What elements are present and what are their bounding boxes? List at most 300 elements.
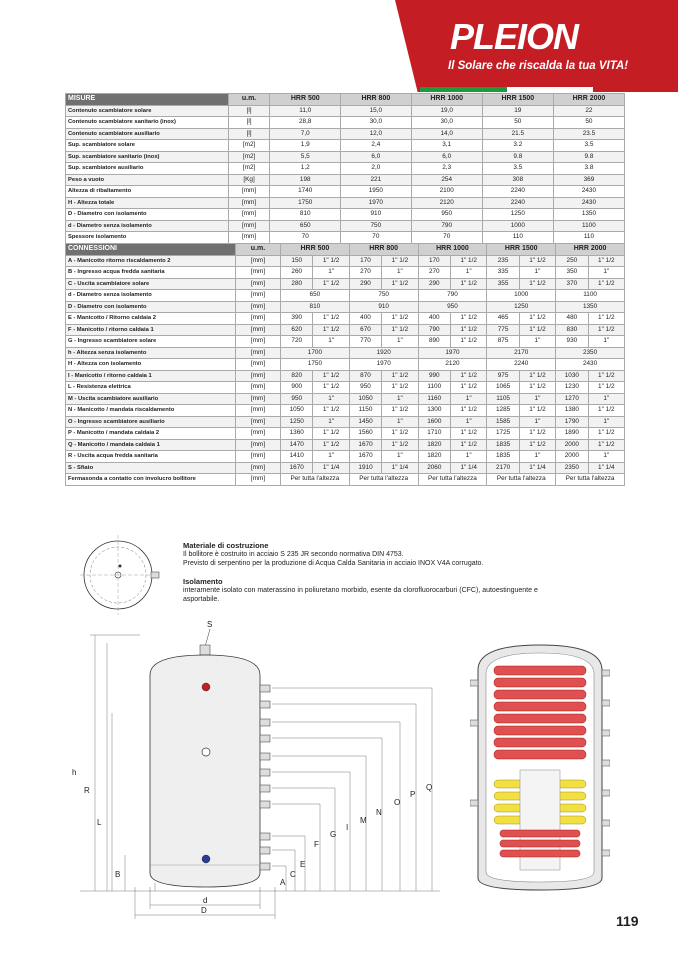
table-cell: 950: [281, 393, 313, 405]
table-cell: 2170: [487, 347, 556, 359]
table-cell: 1" 1/2: [588, 382, 624, 394]
table-cell: 14,0: [411, 128, 482, 140]
table-cell: 1" 1/4: [588, 462, 624, 474]
table-cell: 1": [382, 336, 418, 348]
table-cell: 3.5: [553, 140, 624, 152]
tank-cutaway-drawing: [470, 640, 610, 895]
table-cell: 1350: [553, 209, 624, 221]
table-row: [66, 474, 625, 486]
table-cell: 790: [418, 324, 450, 336]
table-cell: 1": [519, 416, 555, 428]
table-cell: 1" 1/2: [382, 278, 418, 290]
table-header-cell: HRR 1000: [418, 244, 487, 256]
label-O: O: [394, 798, 401, 807]
label-E: E: [300, 860, 306, 869]
table-cell: 1": [382, 267, 418, 279]
table-cell: 830: [556, 324, 588, 336]
label-B: B: [115, 870, 121, 879]
table-cell: 1" 1/2: [313, 382, 349, 394]
table-cell: 1" 1/2: [451, 405, 487, 417]
table-cell: 2,0: [341, 163, 412, 175]
table-cell: 290: [349, 278, 381, 290]
table-row: [66, 359, 625, 371]
materiale-title: Materiale di costruzione: [183, 541, 269, 550]
table-cell: 480: [556, 313, 588, 325]
table-cell: 1": [451, 393, 487, 405]
table-cell: 650: [281, 290, 350, 302]
table-cell: 900: [281, 382, 313, 394]
label-A: A: [280, 878, 286, 887]
table-cell: 2430: [553, 186, 624, 198]
table-cell: 19: [482, 105, 553, 117]
table-cell: Contenuto scambiatore solare: [66, 105, 229, 117]
table-cell: 1890: [556, 428, 588, 440]
table-cell: 950: [411, 209, 482, 221]
label-S: S: [207, 620, 213, 629]
isolamento-title: Isolamento: [183, 577, 223, 586]
table-cell: H - Altezza con isolamento: [66, 359, 236, 371]
table-cell: 2240: [482, 197, 553, 209]
table-cell: 1": [451, 267, 487, 279]
table-header-cell: HRR 2000: [556, 244, 625, 256]
table-cell: [mm]: [236, 324, 281, 336]
table-cell: [mm]: [236, 347, 281, 359]
table-cell: 1970: [418, 347, 487, 359]
table-cell: [l]: [228, 128, 270, 140]
table-cell: 1750: [281, 359, 350, 371]
table-row: [66, 163, 625, 175]
table-cell: d - Diametro senza isolamento: [66, 290, 236, 302]
table-cell: 1" 1/2: [451, 336, 487, 348]
table-cell: 770: [349, 336, 381, 348]
table-cell: 110: [553, 232, 624, 244]
table-cell: 1065: [487, 382, 519, 394]
table-cell: [mm]: [236, 382, 281, 394]
table-cell: [mm]: [236, 370, 281, 382]
table-row: [66, 255, 625, 267]
table-cell: 2120: [418, 359, 487, 371]
table-cell: 1670: [349, 439, 381, 451]
table-cell: 1" 1/4: [451, 462, 487, 474]
table-cell: 1" 1/2: [588, 255, 624, 267]
table-cell: 890: [418, 336, 450, 348]
table-cell: 1": [588, 336, 624, 348]
table-cell: 1835: [487, 439, 519, 451]
table-cell: 270: [349, 267, 381, 279]
table-cell: 1410: [281, 451, 313, 463]
table-cell: I - Manicotto / ritorno caldaia 1: [66, 370, 236, 382]
table-cell: 1": [588, 451, 624, 463]
table-cell: 280: [281, 278, 313, 290]
table-row: [66, 209, 625, 221]
table-cell: 390: [281, 313, 313, 325]
table-cell: 11,0: [270, 105, 341, 117]
table-cell: 5,5: [270, 151, 341, 163]
table-cell: 1600: [418, 416, 450, 428]
table-cell: 1" 1/2: [382, 370, 418, 382]
table-cell: 1750: [270, 197, 341, 209]
table-cell: Fermasonda a contatto con involucro bollitore: [66, 474, 236, 486]
table-cell: 1820: [418, 439, 450, 451]
table-header-cell: u.m.: [236, 244, 281, 256]
brand-tagline: Il Solare che riscalda la tua VITA!: [448, 60, 629, 72]
table-cell: 1" 1/2: [313, 439, 349, 451]
table-cell: 1285: [487, 405, 519, 417]
table-cell: Per tutta l'altezza: [281, 474, 350, 486]
table-cell: 2430: [556, 359, 625, 371]
table-cell: E - Manicotto / Ritorno caldaia 2: [66, 313, 236, 325]
label-Q: Q: [426, 783, 433, 792]
table-cell: 1" 1/2: [451, 313, 487, 325]
notes-section: [183, 541, 543, 604]
table-cell: 1" 1/2: [313, 324, 349, 336]
table-cell: 290: [418, 278, 450, 290]
table-cell: 1" 1/2: [588, 405, 624, 417]
table-cell: 70: [270, 232, 341, 244]
table-cell: 2,3: [411, 163, 482, 175]
table-cell: 720: [281, 336, 313, 348]
table-cell: 1": [519, 393, 555, 405]
table-row: [66, 313, 625, 325]
table-cell: 400: [418, 313, 450, 325]
table-cell: S - Sfiato: [66, 462, 236, 474]
table-cell: 1" 1/2: [519, 428, 555, 440]
connessioni-table: [65, 243, 625, 486]
table-cell: 620: [281, 324, 313, 336]
table-cell: [mm]: [228, 197, 270, 209]
table-cell: 1030: [556, 370, 588, 382]
table-header-cell: HRR 1500: [482, 94, 553, 106]
table-row: [66, 301, 625, 313]
table-cell: 3.8: [553, 163, 624, 175]
table-row: [66, 105, 625, 117]
table-row: [66, 197, 625, 209]
table-header-cell: MISURE: [66, 94, 229, 106]
table-cell: 1": [382, 451, 418, 463]
table-row: [66, 186, 625, 198]
materiale-text-2: Previsto di serpentino per la produzione di Acqua Calda Sanitaria in acciaio INOX V4A corrugato.: [183, 560, 484, 567]
table-cell: 910: [349, 301, 418, 313]
table-cell: 1050: [281, 405, 313, 417]
table-cell: 1790: [556, 416, 588, 428]
table-cell: 1": [588, 267, 624, 279]
table-cell: 1" 1/2: [382, 428, 418, 440]
table-cell: 1920: [349, 347, 418, 359]
table-cell: 1,2: [270, 163, 341, 175]
table-cell: Per tutta l'altezza: [487, 474, 556, 486]
table-cell: [mm]: [236, 428, 281, 440]
table-cell: 1" 1/2: [519, 255, 555, 267]
table-cell: 1100: [553, 220, 624, 232]
table-row: [66, 324, 625, 336]
table-cell: 930: [556, 336, 588, 348]
table-cell: 1": [451, 416, 487, 428]
table-row: [66, 428, 625, 440]
table-cell: 1": [519, 336, 555, 348]
table-cell: 1450: [349, 416, 381, 428]
table-cell: 3,1: [411, 140, 482, 152]
table-cell: 1" 1/2: [382, 313, 418, 325]
tank-top-view-drawing: [75, 530, 165, 620]
table-cell: 750: [349, 290, 418, 302]
table-cell: 1" 1/2: [451, 428, 487, 440]
table-cell: 1": [313, 416, 349, 428]
table-cell: [l]: [228, 105, 270, 117]
brand-logo: PLEION: [450, 16, 579, 57]
table-cell: 1": [382, 416, 418, 428]
materiale-text-1: Il bollitore è costruito in acciaio S 235 JR secondo normativa DIN 4753.: [183, 551, 404, 558]
table-cell: 1560: [349, 428, 381, 440]
table-cell: d - Diametro senza isolamento: [66, 220, 229, 232]
table-cell: Per tutta l'altezza: [556, 474, 625, 486]
table-cell: [mm]: [236, 405, 281, 417]
table-cell: 2350: [556, 347, 625, 359]
table-cell: 1380: [556, 405, 588, 417]
table-cell: 110: [482, 232, 553, 244]
table-cell: 1000: [482, 220, 553, 232]
misure-table: [65, 93, 625, 244]
table-cell: 1" 1/4: [382, 462, 418, 474]
table-cell: 1" 1/2: [519, 382, 555, 394]
table-cell: 1" 1/2: [519, 405, 555, 417]
table-cell: [mm]: [236, 451, 281, 463]
table-cell: 308: [482, 174, 553, 186]
label-D: D: [201, 906, 207, 915]
table-cell: 820: [281, 370, 313, 382]
table-cell: Sup. scambiatore solare: [66, 140, 229, 152]
table-cell: 1" 1/2: [588, 278, 624, 290]
table-cell: 1": [588, 393, 624, 405]
table-cell: 1" 1/2: [519, 370, 555, 382]
table-cell: 1" 1/2: [588, 313, 624, 325]
table-cell: 335: [487, 267, 519, 279]
table-cell: 1160: [418, 393, 450, 405]
table-cell: 1100: [418, 382, 450, 394]
table-row: [66, 370, 625, 382]
table-cell: L - Resistenza elettrica: [66, 382, 236, 394]
table-cell: 465: [487, 313, 519, 325]
table-cell: 1700: [281, 347, 350, 359]
table-cell: 1" 1/2: [451, 324, 487, 336]
isolamento-text-2: asportabile.: [183, 596, 220, 603]
table-cell: [l]: [228, 117, 270, 129]
table-cell: 1300: [418, 405, 450, 417]
table-header-cell: CONNESSIONI: [66, 244, 236, 256]
table-cell: h - Altezza senza isolamento: [66, 347, 236, 359]
table-cell: Q - Manicotto / mandata caldaia 1: [66, 439, 236, 451]
table-row: [66, 347, 625, 359]
table-row: [66, 382, 625, 394]
table-cell: 1" 1/2: [382, 382, 418, 394]
table-row: [66, 278, 625, 290]
table-row: [66, 140, 625, 152]
table-cell: 990: [418, 370, 450, 382]
table-row: [66, 117, 625, 129]
tank-side-view-drawing: [60, 615, 450, 925]
table-header-cell: HRR 800: [349, 244, 418, 256]
table-cell: 1710: [418, 428, 450, 440]
table-cell: [mm]: [228, 209, 270, 221]
table-row: [66, 220, 625, 232]
table-cell: Contenuto scambiatore ausiliario: [66, 128, 229, 140]
table-cell: 1" 1/2: [313, 278, 349, 290]
table-cell: 1": [382, 393, 418, 405]
table-cell: 270: [418, 267, 450, 279]
label-P: P: [410, 790, 416, 799]
label-R: R: [84, 786, 90, 795]
table-cell: 21.5: [482, 128, 553, 140]
table-cell: 1000: [487, 290, 556, 302]
table-cell: 1670: [281, 462, 313, 474]
table-cell: 1725: [487, 428, 519, 440]
label-F: F: [314, 840, 319, 849]
table-cell: 1": [588, 416, 624, 428]
table-cell: 650: [270, 220, 341, 232]
table-cell: [mm]: [236, 267, 281, 279]
table-cell: 170: [349, 255, 381, 267]
table-cell: 1" 1/2: [451, 382, 487, 394]
table-cell: 15,0: [341, 105, 412, 117]
table-cell: 1" 1/4: [313, 462, 349, 474]
label-G: G: [330, 830, 337, 839]
table-row: [66, 128, 625, 140]
table-cell: 1" 1/2: [382, 324, 418, 336]
table-header-cell: HRR 800: [341, 94, 412, 106]
table-cell: 1050: [349, 393, 381, 405]
table-cell: F - Manicotto / ritorno caldaia 1: [66, 324, 236, 336]
table-cell: [mm]: [236, 255, 281, 267]
table-cell: 1" 1/2: [313, 405, 349, 417]
table-cell: [m2]: [228, 163, 270, 175]
table-header-cell: HRR 2000: [553, 94, 624, 106]
table-cell: 1950: [341, 186, 412, 198]
table-cell: Sup. scambiatore ausiliario: [66, 163, 229, 175]
table-cell: 790: [411, 220, 482, 232]
table-cell: 1150: [349, 405, 381, 417]
table-cell: 22: [553, 105, 624, 117]
table-cell: 1670: [349, 451, 381, 463]
table-cell: 1" 1/2: [313, 370, 349, 382]
table-header-row: [66, 244, 625, 256]
table-cell: M - Uscita scambiatore ausiliario: [66, 393, 236, 405]
table-cell: P - Manicotto / mandata caldaia 2: [66, 428, 236, 440]
table-header-cell: HRR 500: [281, 244, 350, 256]
table-cell: 1" 1/2: [313, 313, 349, 325]
table-row: [66, 405, 625, 417]
table-cell: 1": [313, 393, 349, 405]
table-cell: [mm]: [236, 416, 281, 428]
table-cell: [m2]: [228, 140, 270, 152]
table-cell: [mm]: [236, 359, 281, 371]
label-L: L: [97, 818, 102, 827]
table-cell: H - Altezza totale: [66, 197, 229, 209]
table-cell: 1835: [487, 451, 519, 463]
table-cell: N - Manicotto / mandata riscaldamento: [66, 405, 236, 417]
table-cell: 870: [349, 370, 381, 382]
table-cell: 2000: [556, 451, 588, 463]
table-cell: Contenuto scambiatore sanitario (inox): [66, 117, 229, 129]
table-cell: 1" 1/2: [451, 439, 487, 451]
table-cell: [mm]: [236, 290, 281, 302]
table-cell: [mm]: [236, 301, 281, 313]
table-cell: 1": [313, 336, 349, 348]
table-cell: 1": [313, 451, 349, 463]
table-cell: [mm]: [236, 336, 281, 348]
table-cell: 750: [341, 220, 412, 232]
table-cell: 1": [451, 451, 487, 463]
table-cell: 2120: [411, 197, 482, 209]
table-cell: 1" 1/2: [451, 278, 487, 290]
table-row: [66, 393, 625, 405]
label-d: d: [203, 896, 208, 905]
table-cell: 370: [556, 278, 588, 290]
table-cell: 790: [418, 290, 487, 302]
table-cell: 198: [270, 174, 341, 186]
table-cell: A - Manicotto ritorno riscaldamento 2: [66, 255, 236, 267]
table-cell: 1" 1/2: [588, 439, 624, 451]
table-row: [66, 151, 625, 163]
table-cell: 1" 1/2: [588, 324, 624, 336]
table-cell: D - Diametro con isolamento: [66, 301, 236, 313]
table-cell: 3.5: [482, 163, 553, 175]
table-cell: 369: [553, 174, 624, 186]
table-row: [66, 232, 625, 244]
table-cell: 30,0: [411, 117, 482, 129]
table-cell: 1" 1/2: [519, 439, 555, 451]
table-cell: 1360: [281, 428, 313, 440]
table-cell: 2000: [556, 439, 588, 451]
page-number: 119: [616, 913, 639, 929]
table-cell: 1585: [487, 416, 519, 428]
table-cell: 12,0: [341, 128, 412, 140]
table-cell: 6,0: [341, 151, 412, 163]
table-cell: 1970: [341, 197, 412, 209]
table-cell: 1350: [556, 301, 625, 313]
table-cell: Altezza di ribaltamento: [66, 186, 229, 198]
label-h: h: [72, 768, 77, 777]
table-cell: 235: [487, 255, 519, 267]
table-row: [66, 462, 625, 474]
table-cell: 1" 1/4: [519, 462, 555, 474]
table-cell: Per tutta l'altezza: [349, 474, 418, 486]
table-cell: 1,9: [270, 140, 341, 152]
table-cell: 2430: [553, 197, 624, 209]
table-cell: [mm]: [236, 439, 281, 451]
label-C: C: [290, 870, 296, 879]
table-cell: 7,0: [270, 128, 341, 140]
table-cell: 2170: [487, 462, 519, 474]
table-cell: 9.8: [482, 151, 553, 163]
table-cell: 6,0: [411, 151, 482, 163]
table-cell: 70: [411, 232, 482, 244]
table-cell: 1" 1/2: [519, 324, 555, 336]
italian-flag-stripe: [420, 87, 678, 92]
table-cell: 2060: [418, 462, 450, 474]
table-cell: [m2]: [228, 151, 270, 163]
table-cell: 1": [519, 267, 555, 279]
table-cell: 1" 1/2: [382, 405, 418, 417]
table-cell: 1" 1/2: [313, 255, 349, 267]
table-cell: 950: [349, 382, 381, 394]
table-cell: [mm]: [236, 474, 281, 486]
table-cell: 355: [487, 278, 519, 290]
table-cell: 254: [411, 174, 482, 186]
table-cell: [Kg]: [228, 174, 270, 186]
table-cell: 221: [341, 174, 412, 186]
table-cell: [mm]: [228, 232, 270, 244]
table-cell: 23.5: [553, 128, 624, 140]
table-row: [66, 451, 625, 463]
